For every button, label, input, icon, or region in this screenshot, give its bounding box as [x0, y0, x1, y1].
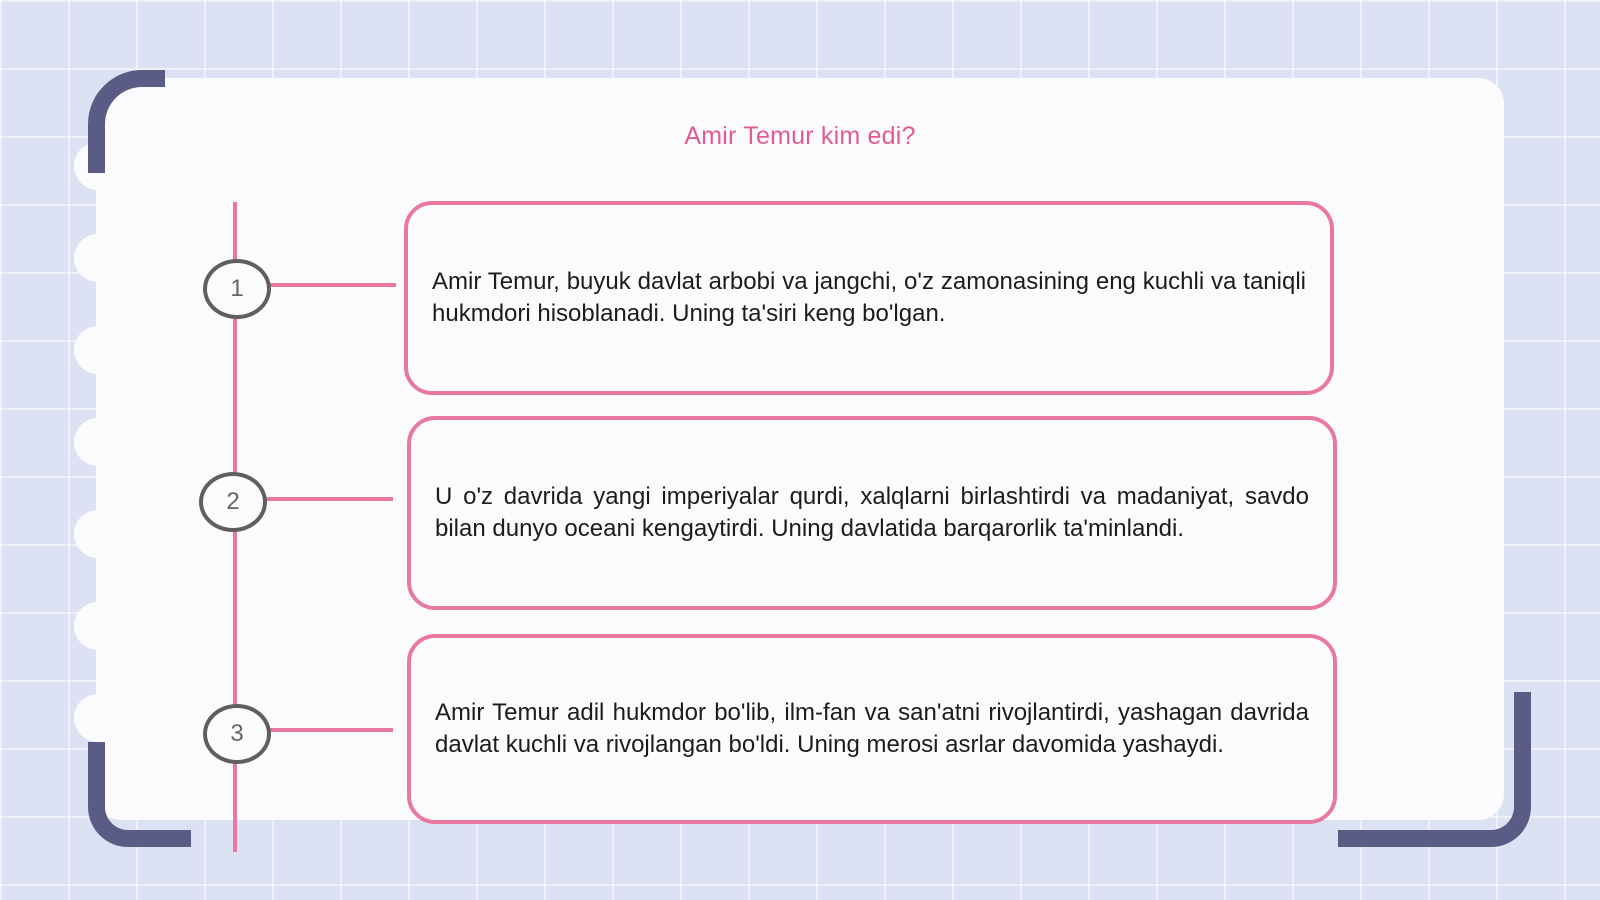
timeline-card-1 — [404, 201, 1334, 395]
timeline-connector — [262, 497, 393, 501]
paper-scallop — [74, 510, 122, 558]
paper-scallop — [74, 234, 122, 282]
timeline-node-number: 1 — [230, 275, 244, 302]
timeline-connector — [266, 283, 396, 287]
timeline-card-text: U o'z davrida yangi imperiyalar qurdi, xalqlarni birlashtirdi va madaniyat, savdo bilan dunyo oceani kengaytirdi. Uning davlatida barqarorlik ta'minlandi. — [435, 483, 1309, 542]
timeline-card-2 — [407, 416, 1337, 610]
paper-scallop — [74, 602, 122, 650]
timeline-card-text: Amir Temur adil hukmdor bo'lib, ilm-fan va san'atni rivojlantirdi, yashagan davrida davlat kuchli va rivojlangan bo'ldi. Uning merosi asrlar davomida yashaydi. — [435, 699, 1309, 758]
timeline-connector — [266, 728, 393, 732]
timeline-card-3 — [407, 634, 1337, 824]
paper-scallop — [74, 326, 122, 374]
paper-scallop — [74, 694, 122, 742]
timeline-card-text: Amir Temur, buyuk davlat arbobi va jangchi, o'z zamonasining eng kuchli va taniqli hukmdori hisoblanadi. Uning ta'siri keng bo'lgan. — [432, 268, 1306, 327]
timeline-node-3 — [203, 704, 271, 764]
frame-corner-top-left — [88, 70, 165, 173]
timeline-node-number: 2 — [226, 488, 240, 515]
timeline-node-2 — [199, 472, 267, 532]
slide-title: Amir Temur kim edi? — [684, 122, 916, 150]
frame-corner-bottom-right — [1338, 692, 1531, 847]
timeline-node-number: 3 — [230, 720, 244, 747]
frame-corner-bottom-left — [88, 742, 191, 847]
paper-scallop — [74, 418, 122, 466]
timeline-node-1 — [203, 259, 271, 319]
